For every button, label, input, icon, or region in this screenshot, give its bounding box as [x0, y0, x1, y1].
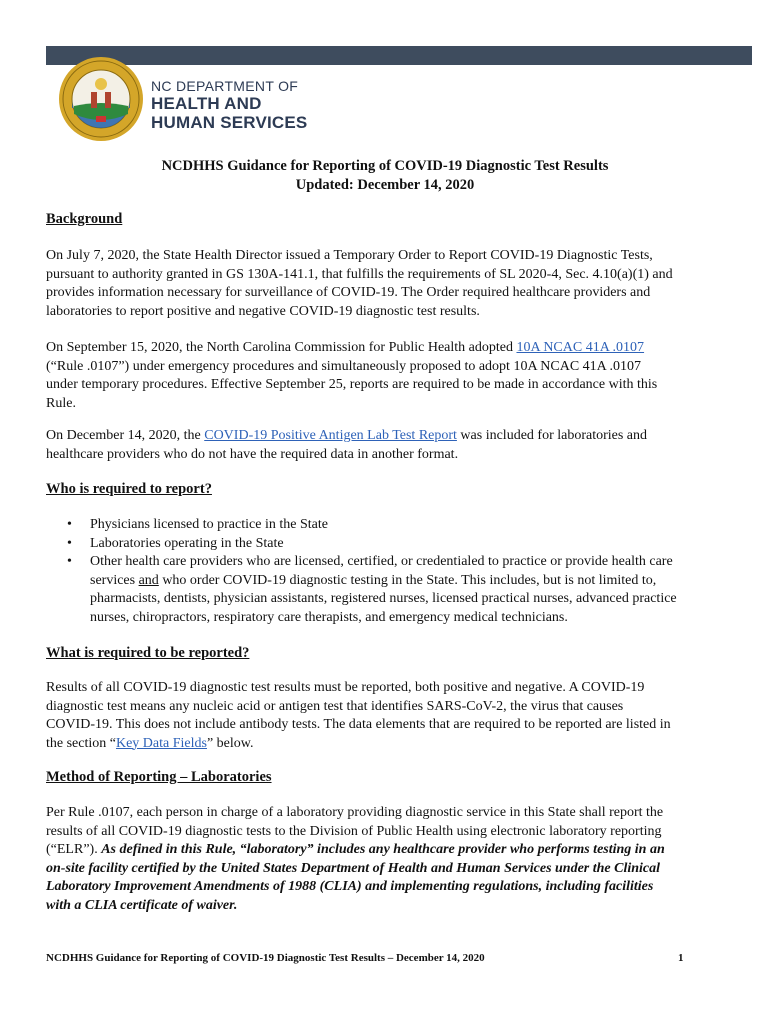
org-line-3: HUMAN SERVICES: [151, 113, 308, 132]
text-line: [46, 339, 726, 358]
text-run: On September 15, 2020, the North Carolina Commission for Public Health adopted: [46, 340, 517, 355]
text-line: COVID-19. This does not include antibody tests. The data elements that are required to be reported are listed in: [46, 717, 671, 732]
text-line: pharmacists, dentists, physician assistants, registered nurses, licensed practical nurses, advanced practice: [90, 591, 677, 606]
text-run: services: [90, 572, 139, 588]
text-line: nurses, chiropractors, respiratory care therapists, and emergency medical technicians.: [90, 609, 568, 625]
text-run: the section “: [46, 735, 116, 751]
underlined-and: and: [138, 572, 159, 588]
heading-method-reporting: Method of Reporting – Laboratories: [46, 769, 272, 785]
text-line: pursuant to authority granted in GS 130A-141.1, that fulfills the requirements of SL 2020-4, Sec. 4.10(a)(1) and: [46, 266, 673, 282]
paragraph-background-3: [46, 427, 726, 464]
text-line: [46, 427, 726, 446]
text-line: Results of all COVID-19 diagnostic test results must be reported, both positive and negative. A COVID-19: [46, 680, 645, 695]
text-line: On July 7, 2020, the State Health Director issued a Temporary Order to Report COVID-19 Diagnostic Tests,: [46, 248, 653, 263]
header-bar: [46, 46, 752, 65]
text-line: Per Rule .0107, each person in charge of a laboratory providing diagnostic service in this State shall report the: [46, 805, 664, 820]
emphasis-text: As defined in this Rule, “laboratory” includes any healthcare provider who performs testing in an: [101, 842, 665, 857]
text-line: Rule.: [46, 395, 76, 411]
page-number: 1: [678, 952, 684, 964]
bullet-icon: •: [67, 554, 72, 569]
document-title: NCDHHS Guidance for Reporting of COVID-19 Diagnostic Test Results: [161, 158, 609, 174]
text-line: [90, 572, 736, 591]
page-footer: NCDHHS Guidance for Reporting of COVID-19 Diagnostic Test Results – December 14, 2020: [46, 952, 485, 964]
paragraph-background-1: [46, 247, 726, 321]
paragraph-background-2: [46, 339, 726, 413]
text-run: who order COVID-19 diagnostic testing in the State. This includes, but is not limited to,: [158, 572, 657, 588]
text-line: [46, 841, 726, 860]
document-updated-date: Updated: December 14, 2020: [295, 177, 475, 193]
org-line-2: HEALTH AND: [151, 94, 262, 113]
emphasis-line: Laboratory Improvement Amendments of 1988 (CLIA) and implementing regulations, including facilities: [46, 879, 654, 894]
text-line: [46, 735, 726, 754]
nc-seal-logo: [58, 56, 144, 142]
text-run: ” below.: [206, 735, 254, 751]
text-line: Other health care providers who are licensed, certified, or credentialed to practice or provide health care: [90, 554, 673, 569]
text-line: diagnostic test means any nucleic acid or antigen test that identifies SARS-CoV-2, the virus that causes: [46, 698, 624, 714]
text-run: On December 14, 2020, the: [46, 428, 205, 443]
list-item: [46, 553, 736, 627]
text-line: provides information necessary for surveillance of COVID-19. The Order required healthcare providers and: [46, 285, 651, 300]
heading-who-reports: Who is required to report?: [46, 481, 212, 497]
list-item: [46, 535, 736, 554]
seal-icon: [58, 56, 144, 142]
text-line: Physicians licensed to practice in the State: [90, 517, 328, 532]
rule-link[interactable]: 10A NCAC 41A .0107: [516, 340, 645, 355]
list-item: [46, 516, 736, 535]
org-line-1: NC DEPARTMENT OF: [151, 78, 299, 94]
text-run: (“ELR”).: [46, 842, 102, 857]
text-line: results of all COVID-19 diagnostic tests to the Division of Public Health using electronic laboratory reporting: [46, 823, 662, 839]
text-line: laboratories to report positive and negative COVID-19 diagnostic test results.: [46, 303, 480, 319]
emphasis-line: on-site facility certified by the United States Department of Health and Human Services under the Clinical: [46, 860, 661, 876]
text-run: was included for laboratories and: [456, 428, 648, 443]
emphasis-line: with a CLIA certificate of waiver.: [46, 897, 238, 913]
bullet-icon: •: [67, 517, 72, 532]
heading-what-reported: What is required to be reported?: [46, 645, 250, 661]
department-name: [151, 79, 307, 131]
paragraph-method: [46, 804, 726, 915]
key-data-fields-link[interactable]: Key Data Fields: [115, 735, 207, 751]
text-line: Laboratories operating in the State: [90, 535, 284, 551]
text-line: (“Rule .0107”) under emergency procedures and simultaneously proposed to adopt 10A NCAC 41A .0107: [46, 358, 642, 374]
bullet-icon: •: [67, 535, 72, 551]
text-line: healthcare providers who do not have the required data in another format.: [46, 446, 459, 462]
paragraph-what: [46, 679, 726, 753]
text-line: under temporary procedures. Effective September 25, reports are required to be made in accordance with this: [46, 377, 658, 392]
heading-background: Background: [46, 211, 123, 227]
reporter-list: [46, 516, 736, 627]
antigen-report-link[interactable]: COVID-19 Positive Antigen Lab Test Report: [204, 428, 457, 443]
